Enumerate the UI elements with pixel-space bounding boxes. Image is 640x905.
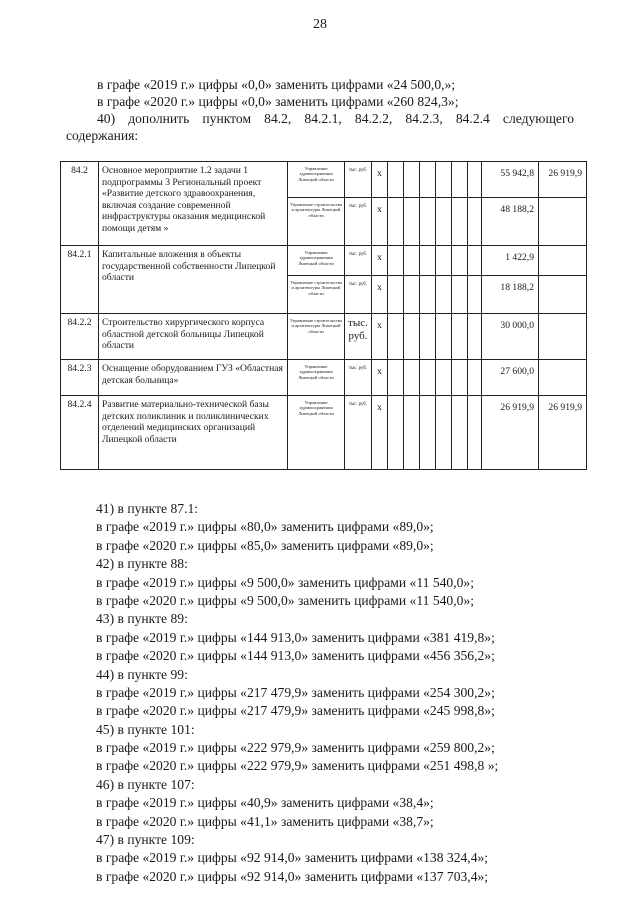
value-2019: 27 600,0 (482, 360, 539, 396)
mark-cell: x (372, 276, 388, 314)
table-row (61, 314, 587, 360)
amendment-line: в графе «2020 г.» цифры «9 500,0» заменить цифрами «11 540,0»; (96, 592, 474, 608)
page-number: 28 (313, 17, 327, 32)
row-code: 84.2.3 (61, 360, 99, 396)
amendment-line: в графе «2019 г.» цифры «144 913,0» заменить цифрами «381 419,8»; (96, 629, 495, 645)
value-2019: 55 942,8 (482, 162, 539, 198)
unit-cell: тыс. руб. (345, 276, 372, 314)
amendment-line: 46) в пункте 107: (96, 776, 195, 792)
amendment-line: в графе «2020 г.» цифры «85,0» заменить цифрами «89,0»; (96, 537, 434, 553)
amendment-line: в графе «2020 г.» цифры «144 913,0» заменить цифрами «456 356,2»; (96, 648, 495, 664)
mark-cell: x (372, 246, 388, 276)
mark-cell: x (372, 396, 388, 470)
mark-cell: x (372, 162, 388, 198)
row-name: Строительство хирургического корпуса областной детской больницы Липецкой области (99, 314, 288, 360)
agency-cell: Управление строительства и архитектуры Липецкой области (288, 276, 345, 314)
value-2020: 26 919,9 (539, 162, 587, 198)
agency-cell: Управление здравоохранения Липецкой области (288, 360, 345, 396)
value-2019: 48 188,2 (482, 198, 539, 246)
mark-cell: x (372, 198, 388, 246)
table-row (61, 396, 587, 470)
row-code: 84.2.2 (61, 314, 99, 360)
unit-cell: тыс. руб. (345, 198, 372, 246)
intro-line: в графе «2019 г.» цифры «0,0» заменить цифрами «24 500,0,»; (97, 77, 456, 92)
value-2019: 1 422,9 (482, 246, 539, 276)
mark-cell: x (372, 314, 388, 360)
row-code: 84.2.1 (61, 246, 99, 314)
agency-cell: Управление строительства и архитектуры Липецкой области (288, 198, 345, 246)
amendment-line: 43) в пункте 89: (96, 611, 188, 627)
unit-cell: тыс. руб. (345, 314, 372, 360)
amendment-line: 44) в пункте 99: (96, 666, 188, 682)
row-name: Оснащение оборудованием ГУЗ «Областная детская больница» (99, 360, 288, 396)
amendment-line: в графе «2019 г.» цифры «40,9» заменить цифрами «38,4»; (96, 795, 434, 811)
unit-cell: тыс. руб. (345, 396, 372, 470)
value-2019: 26 919,9 (482, 396, 539, 470)
unit-cell: тыс. руб. (345, 162, 372, 198)
amendment-line: в графе «2019 г.» цифры «80,0» заменить цифрами «89,0»; (96, 519, 434, 535)
amendment-line: в графе «2020 г.» цифры «92 914,0» заменить цифрами «137 703,4»; (96, 868, 489, 884)
amendment-line: 45) в пункте 101: (96, 721, 195, 737)
amendment-line: в графе «2019 г.» цифры «222 979,9» заменить цифрами «259 800,2»; (96, 740, 495, 756)
row-code: 84.2 (61, 162, 99, 246)
amendment-line: в графе «2019 г.» цифры «217 479,9» заменить цифрами «254 300,2»; (96, 684, 495, 700)
intro-line: 40) дополнить пунктом 84.2, 84.2.1, 84.2.2, 84.2.3, 84.2.4 следующего (97, 111, 574, 126)
agency-cell: Управление здравоохранения Липецкой области (288, 162, 345, 198)
amendment-line: в графе «2020 г.» цифры «41,1» заменить цифрами «38,7»; (96, 813, 434, 829)
agency-cell: Управление здравоохранения Липецкой области (288, 396, 345, 470)
row-name: Основное мероприятие 1.2 задачи 1 подпрограммы 3 Региональный проект «Развитие детского здравоохранения, включая создание современной инфраструктуры оказания медицинской помощи детям » (99, 162, 288, 246)
amendment-line: в графе «2020 г.» цифры «217 479,9» заменить цифрами «245 998,8»; (96, 703, 495, 719)
agency-cell: Управление строительства и архитектуры Липецкой области (288, 314, 345, 360)
row-name: Развитие материально-технической базы детских поликлиник и поликлинических отделений медицинских организаций Липецкой области (99, 396, 288, 470)
amendment-table (60, 161, 587, 470)
amendment-line: в графе «2020 г.» цифры «222 979,9» заменить цифрами «251 498,8 »; (96, 758, 499, 774)
row-name: Капитальные вложения в объекты государственной собственности Липецкой области (99, 246, 288, 314)
amendment-list (96, 500, 616, 886)
amendment-line: 41) в пункте 87.1: (96, 501, 199, 516)
value-2019: 30 000,0 (482, 314, 539, 360)
amendment-line: в графе «2019 г.» цифры «92 914,0» заменить цифрами «138 324,4»; (96, 850, 489, 866)
unit-cell: тыс. руб. (345, 360, 372, 396)
agency-cell: Управление здравоохранения Липецкой области (288, 246, 345, 276)
mark-cell: x (372, 360, 388, 396)
amendment-line: 47) в пункте 109: (96, 832, 195, 848)
value-2019: 18 188,2 (482, 276, 539, 314)
intro-line: в графе «2020 г.» цифры «0,0» заменить цифрами «260 824,3»; (97, 94, 459, 109)
table-row (61, 360, 587, 396)
row-code: 84.2.4 (61, 396, 99, 470)
intro-paragraph (66, 76, 574, 144)
table-row (61, 162, 587, 198)
value-2020: 26 919,9 (539, 396, 587, 470)
intro-line: содержания: (66, 128, 139, 143)
table-row (61, 246, 587, 276)
amendment-line: в графе «2019 г.» цифры «9 500,0» заменить цифрами «11 540,0»; (96, 574, 474, 590)
amendment-line: 42) в пункте 88: (96, 556, 188, 572)
unit-cell: тыс. руб. (345, 246, 372, 276)
